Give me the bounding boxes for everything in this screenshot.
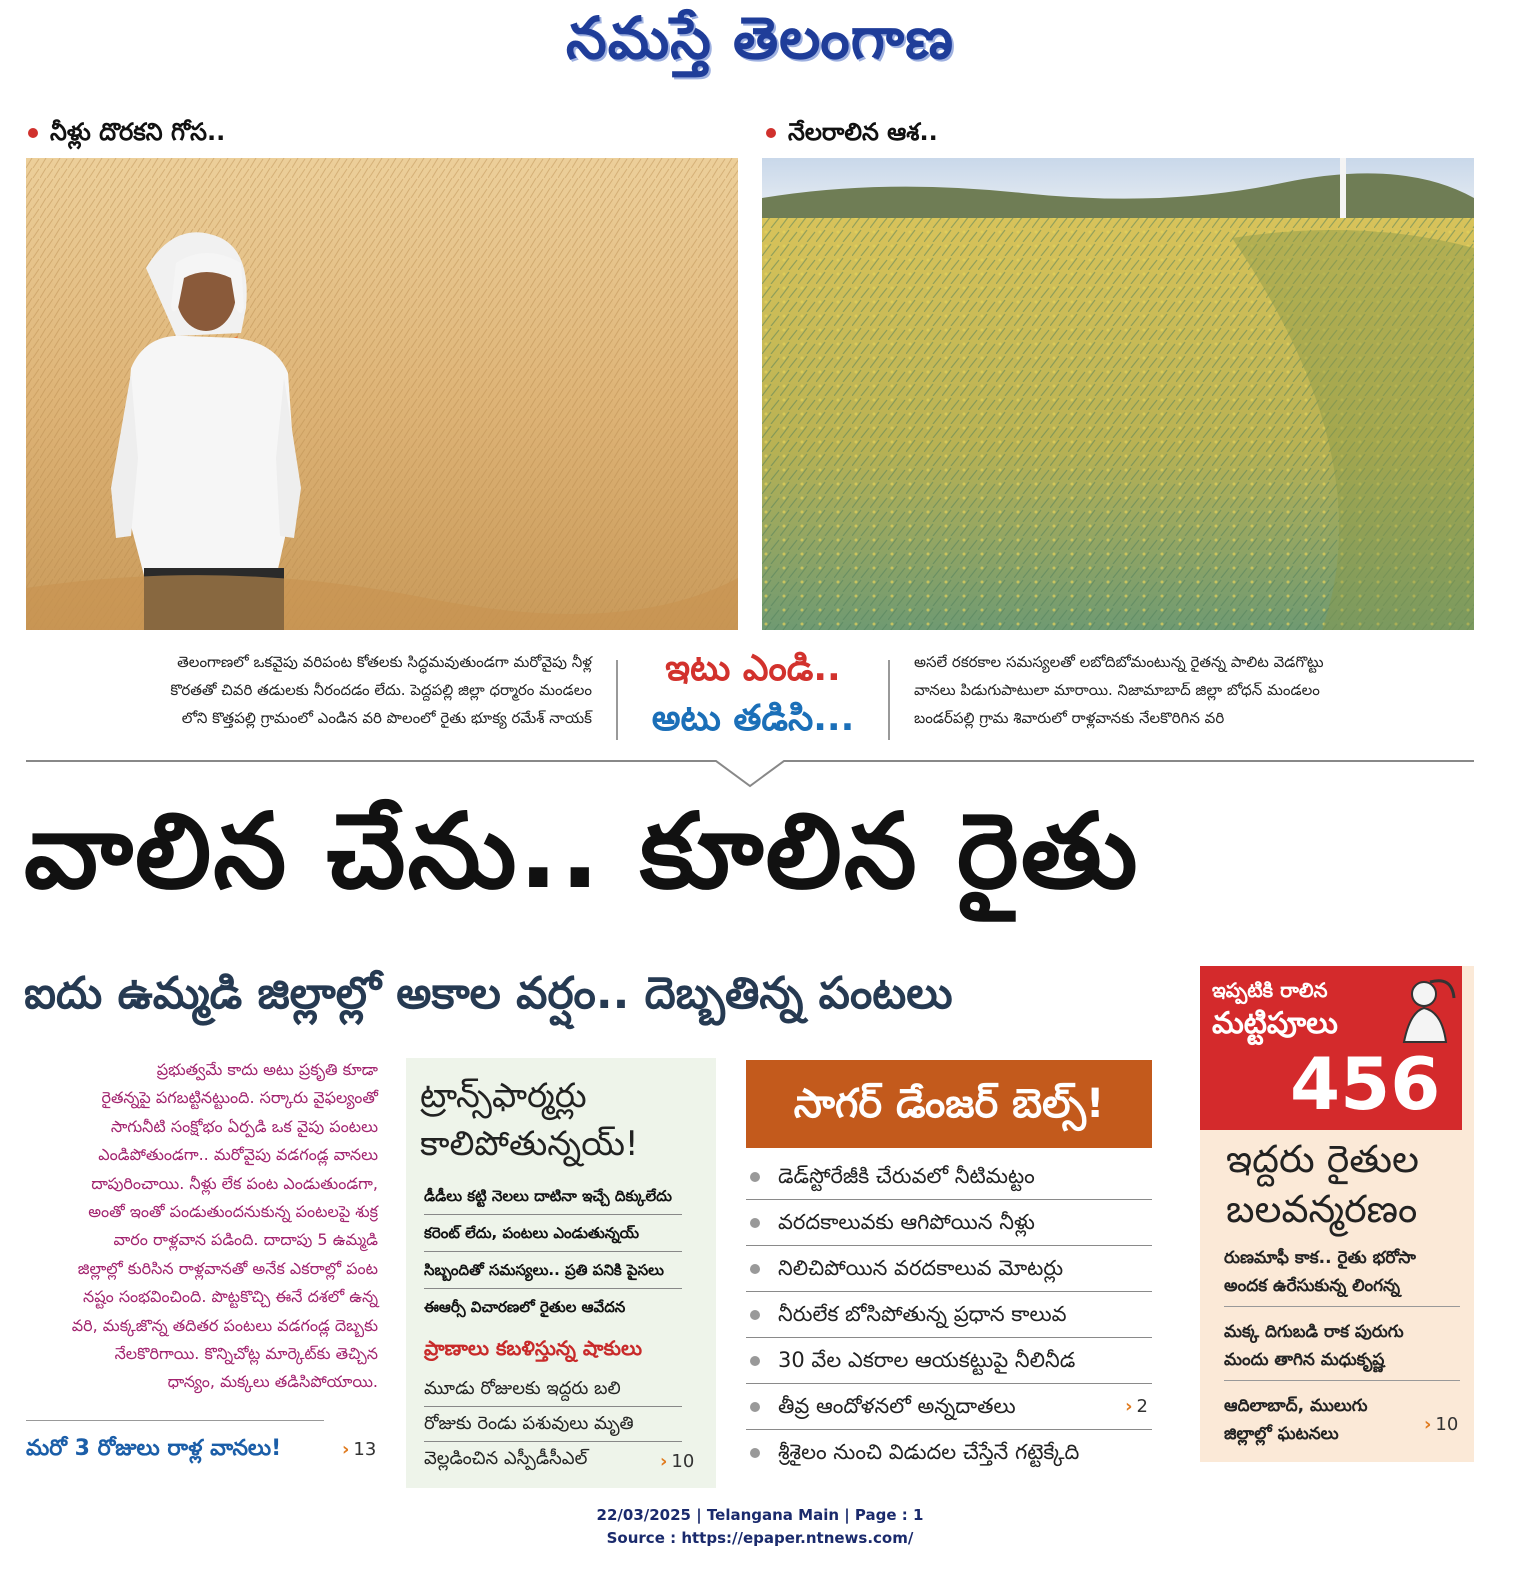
bullet-icon <box>750 1448 760 1458</box>
farmer-death-item <box>1224 1392 1414 1448</box>
page-ref-link[interactable] <box>1424 1414 1458 1435</box>
sagar-list <box>746 1154 1152 1475</box>
story-rule <box>26 1420 324 1421</box>
bullet-icon <box>750 1264 760 1274</box>
sagar-item-text: తీవ్ర ఆందోళనలో అన్నదాతలు <box>778 1394 1016 1418</box>
bullet-icon <box>750 1310 760 1320</box>
farmer-deaths-title <box>1226 1134 1466 1234</box>
left-photo-label <box>28 118 225 152</box>
dry-field-image <box>26 158 738 630</box>
sagar-item-text: డెడ్‌స్టోరేజీకి చేరువలో నీటిమట్టం <box>778 1164 1035 1188</box>
deaths-count-box <box>1200 966 1462 1130</box>
farmer-deaths-title-line: ఇద్దరు రైతుల <box>1226 1137 1419 1181</box>
flattened-crop-photo <box>762 158 1474 630</box>
sagar-list-item <box>746 1292 1152 1338</box>
center-head-line2: అటు తడిసి... <box>651 698 855 739</box>
arrow-icon: › <box>1424 1414 1432 1435</box>
flattened-crop-image <box>762 158 1474 630</box>
page-ref-link[interactable] <box>342 1439 376 1460</box>
right-caption-line: వానలు పిడుగుపాటులా మారాయి. నిజామాబాద్ జిల్లా బోధన్ మండలం <box>914 681 1320 699</box>
sagar-list-item <box>746 1430 1152 1475</box>
sagar-title: సాగర్ డేంజర్ బెల్స్! <box>746 1060 1152 1148</box>
farmer-death-line: అందక ఉరేసుకున్న లింగన్న <box>1224 1276 1400 1296</box>
sagar-list-item <box>746 1200 1152 1246</box>
bullet-icon <box>750 1218 760 1228</box>
sagar-item-text: శ్రీశైలం నుంచి విడుదల చేస్తేనే గట్టెక్కేది <box>778 1440 1080 1464</box>
farmer-death-line: మందు తాగిన మధుకృష్ణ <box>1224 1350 1385 1370</box>
transformers-title-line: కాలిపోతున్నయ్! <box>420 1124 639 1164</box>
story-line: వరి, మక్కజొన్న తదితర పంటలు వడగండ్ల దెబ్బకు <box>71 1315 378 1335</box>
story-line: దాపురించాయి. నీళ్లు లేక పంట ఎండుతుండగా, <box>91 1173 378 1193</box>
column-divider <box>616 660 618 740</box>
story-line: ఎండిపోతుండగా.. మరోవైపు వడగండ్ల వానలు <box>98 1145 378 1165</box>
transformers-points <box>424 1178 682 1325</box>
footer-date-line: 22/03/2025 | Telangana Main | Page : 1 <box>596 1506 924 1524</box>
right-photo-label-text: నేలరాలిన ఆశ.. <box>788 118 938 146</box>
page-ref-number: 10 <box>1435 1414 1459 1435</box>
story-line: అంతో ఇంతో పండుతుందనుకున్న పంటలపై శుక్ర <box>88 1202 378 1222</box>
page-ref-number: 2 <box>1136 1396 1148 1417</box>
story-line: నేలకొరిగాయి. కొన్నిచోట్ల మార్కెట్‌కు తెచ్చిన <box>114 1344 378 1364</box>
left-caption-line: కొరతతో చివరి తడులకు నీరందడం లేదు. పెద్దపల్లి జిల్లా ధర్మారం మండలం <box>170 681 592 699</box>
transformers-point: కరెంట్ లేదు, పంటలు ఎండుతున్నయ్ <box>424 1215 682 1252</box>
farmer-death-line: మక్క దిగుబడి రాక పురుగు <box>1224 1322 1404 1342</box>
dry-field-photo <box>26 158 738 630</box>
transformers-point: సిబ్బందితో సమస్యలు.. ప్రతి పనికి పైసలు <box>424 1252 682 1289</box>
bullet-icon <box>750 1402 760 1412</box>
page-ref-number: 10 <box>671 1451 695 1472</box>
shocks-point: వెల్లడించిన ఎస్పీడీసీఎల్ <box>424 1448 588 1469</box>
farmer-death-item <box>1224 1318 1460 1381</box>
masthead: నమస్తే తెలంగాణ <box>566 4 954 72</box>
left-story-text <box>26 1056 378 1397</box>
bullet-icon <box>750 1356 760 1366</box>
right-caption <box>914 648 1474 732</box>
story-line: సాగునీటి సంక్షోభం ఏర్పడి ఒక వైపు పంటలు <box>110 1116 378 1136</box>
story-line: నష్టం సంభవించింది. పొట్టకొచ్చి ఈనే దశలో ఉన్న <box>82 1287 378 1307</box>
sub-headline: ఐదు ఉమ్మడి జిల్లాల్లో అకాల వర్షం.. దెబ్బతిన్న పంటలు <box>24 968 953 1019</box>
left-photo-label-text: నీళ్లు దొరకని గోస.. <box>50 118 226 146</box>
page-ref-link[interactable] <box>1125 1384 1148 1429</box>
transformers-point: డీడీలు కట్టి నెలలు దాటినా ఇచ్చే దిక్కులేదు <box>424 1178 682 1215</box>
main-headline: వాలిన చేను.. కూలిన రైతు <box>24 790 1140 912</box>
story-line: ధాన్యం, మక్కలు తడిసిపోయాయి. <box>167 1372 378 1392</box>
transformers-title <box>420 1072 710 1168</box>
right-caption-line: అసలే రకరకాల సమస్యలతో లబోదిబోమంటున్న రైతన్న పాలిట వెడగొట్టు <box>914 653 1324 671</box>
sagar-list-item <box>746 1246 1152 1292</box>
sagar-list-item <box>746 1384 1152 1430</box>
arrow-icon: › <box>1125 1396 1133 1417</box>
story-line: జిల్లాల్లో కురిసిన రాళ్లవానతో అనేక ఎకరాల్లో పంట <box>77 1258 378 1278</box>
footer-source-line: Source : https://epaper.ntnews.com/ <box>606 1529 914 1547</box>
deaths-count-label2: మట్టిపూలు <box>1212 1006 1338 1041</box>
right-caption-line: బండర్‌పల్లి గ్రామ శివారులో రాళ్లవానకు నేలకొరిగిన వరి <box>914 709 1225 727</box>
deaths-count-number: 456 <box>1290 1042 1441 1126</box>
sagar-item-text: నిలిచిపోయిన వరదకాలువ మోటర్లు <box>778 1256 1064 1280</box>
sagar-item-text: 30 వేల ఎకరాల ఆయకట్టుపై నీలినీడ <box>778 1348 1076 1372</box>
story-line: రైతన్నపై పగబట్టినట్టుంది. సర్కారు వైఫల్యంతో <box>101 1088 378 1108</box>
sagar-list-item <box>746 1338 1152 1384</box>
farmer-death-line: ఆదిలాబాద్, ములుగు <box>1224 1396 1368 1416</box>
left-caption-line: లోని కొత్తపల్లి గ్రామంలో ఎండిన వరి పొలంలో రైతు భూక్య రమేశ్ నాయక్ <box>181 709 592 727</box>
arrow-icon: › <box>342 1439 350 1460</box>
farmer-death-line: రుణమాఫీ కాక.. రైతు భరోసా <box>1224 1248 1416 1268</box>
left-caption <box>44 648 592 732</box>
transformers-title-line: ట్రాన్స్‌ఫార్మర్లు <box>420 1076 587 1116</box>
farmer-death-item <box>1224 1244 1460 1307</box>
shocks-point: రోజుకు రెండు పశువులు మృతి <box>424 1407 682 1442</box>
sagar-item-text: నీరులేక బోసిపోతున్న ప్రధాన కాలువ <box>778 1302 1067 1326</box>
deaths-count-label1: ఇప్పటికి రాలిన <box>1212 978 1328 1002</box>
shocks-points <box>424 1372 682 1476</box>
bullet-icon <box>766 128 776 138</box>
transformers-point: ఈఆర్సీ విచారణలో రైతుల ఆవేదన <box>424 1298 626 1316</box>
story-line: వారం రాళ్లవాన పడింది. దాదాపు 5 ఉమ్మడి <box>113 1230 378 1250</box>
right-photo-label <box>766 118 938 152</box>
shocks-point: మూడు రోజులకు ఇద్దరు బలి <box>424 1372 682 1407</box>
sagar-list-item <box>746 1154 1152 1200</box>
farmer-deaths-title-line: బలవన్మరణం <box>1226 1187 1418 1231</box>
arrow-icon: › <box>660 1451 668 1472</box>
bullet-icon <box>750 1172 760 1182</box>
column-divider <box>888 660 890 740</box>
left-story-footer: మరో 3 రోజులు రాళ్ల వానలు! <box>26 1436 282 1461</box>
left-caption-line: తెలంగాణలో ఒకవైపు వరిపంట కోతలకు సిద్ధమవుతుండగా మరోవైపు నీళ్ల <box>177 653 592 671</box>
sickle-icon <box>1390 972 1458 1044</box>
center-head-line1: ఇటు ఎండి.. <box>665 648 841 689</box>
story-line: ప్రభుత్వమే కాదు అటు ప్రకృతి కూడా <box>156 1060 378 1079</box>
page-ref-number: 13 <box>353 1439 377 1460</box>
shocks-heading: ప్రాణాలు కబళిస్తున్న షాకులు <box>424 1336 643 1360</box>
bullet-icon <box>28 128 38 138</box>
farmer-death-line: జిల్లాల్లో ఘటనలు <box>1224 1424 1339 1444</box>
sagar-item-text: వరదకాలువకు ఆగిపోయిన నీళ్లు <box>778 1210 1035 1234</box>
page-ref-link[interactable] <box>660 1451 694 1472</box>
